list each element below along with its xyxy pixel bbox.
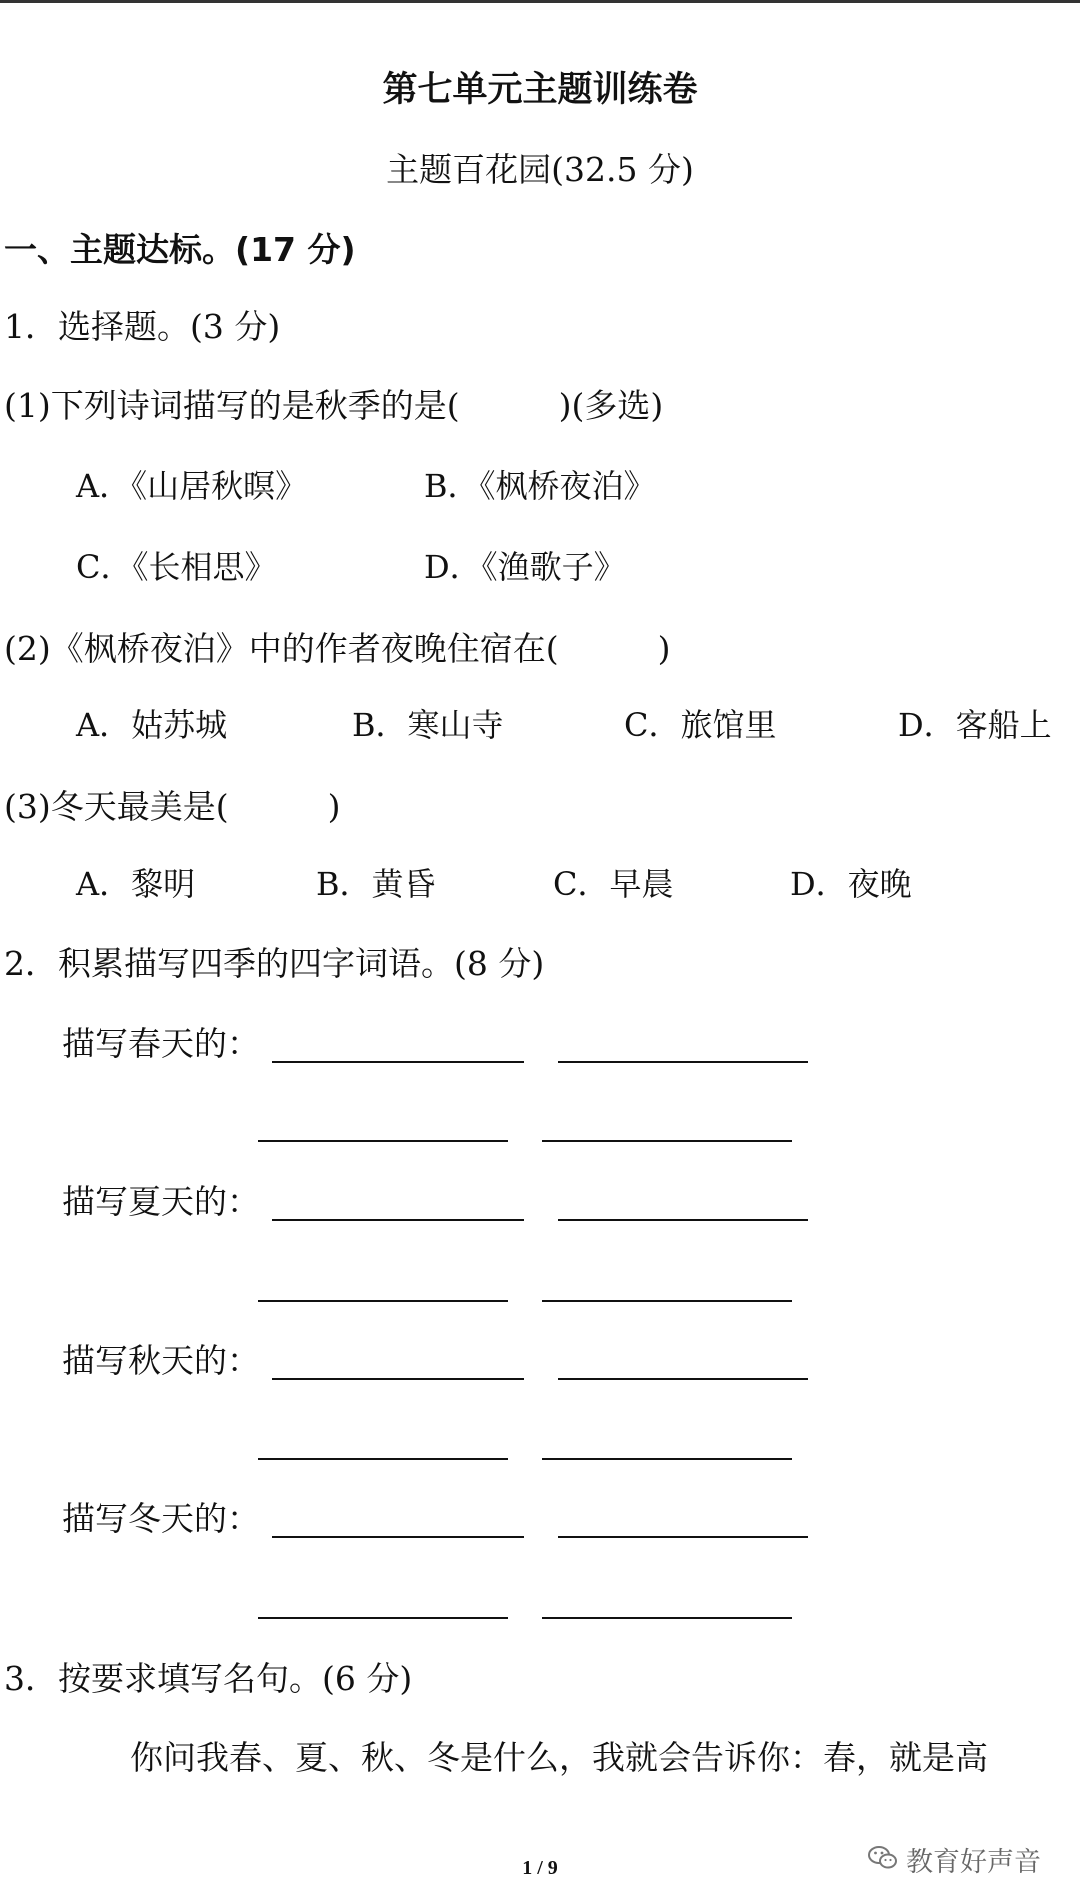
question-3-text: 你问我春、夏、秋、冬是什么，我就会告诉你：春，就是高	[130, 1738, 988, 1777]
summer-blank-1[interactable]	[272, 1219, 524, 1221]
autumn-label: 描写秋天的：	[62, 1341, 260, 1380]
page-number: 1 / 9	[522, 1857, 558, 1879]
winter-blank-1[interactable]	[272, 1536, 524, 1538]
question-1-1-stem: (1)下列诗词描写的是秋季的是( )(多选)	[4, 386, 664, 425]
wechat-icon	[868, 1845, 898, 1880]
winter-blank-4[interactable]	[542, 1617, 792, 1619]
q1-1-option-a: A．《山居秋暝》	[76, 467, 308, 505]
question-1-2-stem: (2)《枫桥夜泊》中的作者夜晚住宿在( )	[4, 629, 671, 668]
q1-1-option-d: D．《渔歌子》	[424, 548, 626, 586]
question-2-heading: 2．积累描写四季的四字词语。(8 分)	[4, 944, 545, 983]
winter-blank-2[interactable]	[558, 1536, 808, 1538]
winter-label: 描写冬天的：	[62, 1499, 260, 1538]
autumn-blank-2[interactable]	[558, 1378, 808, 1380]
q1-2-option-d: D．客船上	[898, 706, 1052, 744]
spring-blank-4[interactable]	[542, 1140, 792, 1142]
q1-1-option-c: C．《长相思》	[76, 548, 277, 586]
q1-3-option-a: A．黎明	[76, 865, 196, 903]
question-1-3-stem: (3)冬天最美是( )	[4, 787, 341, 826]
watermark-text: 教育好声音	[906, 1846, 1041, 1878]
autumn-blank-1[interactable]	[272, 1378, 524, 1380]
spring-blank-2[interactable]	[558, 1061, 808, 1063]
q1-2-option-b: B．寒山寺	[352, 706, 504, 744]
q1-2-option-a: A．姑苏城	[76, 706, 228, 744]
page-subtitle: 主题百花园(32.5 分)	[386, 150, 694, 189]
q1-3-option-c: C．早晨	[553, 865, 674, 903]
autumn-blank-4[interactable]	[542, 1458, 792, 1460]
q1-1-option-b: B．《枫桥夜泊》	[424, 467, 656, 505]
question-3-heading: 3．按要求填写名句。(6 分)	[4, 1659, 413, 1698]
spring-blank-3[interactable]	[258, 1140, 508, 1142]
summer-blank-3[interactable]	[258, 1300, 508, 1302]
summer-blank-2[interactable]	[558, 1219, 808, 1221]
winter-blank-3[interactable]	[258, 1617, 508, 1619]
question-1-heading: 1．选择题。(3 分)	[4, 307, 281, 346]
section-heading: 一、主题达标。(17 分)	[4, 230, 356, 269]
q1-2-option-c: C．旅馆里	[624, 706, 777, 744]
summer-label: 描写夏天的：	[62, 1182, 260, 1221]
top-rule	[0, 0, 1080, 3]
spring-blank-1[interactable]	[272, 1061, 524, 1063]
q1-3-option-b: B．黄昏	[316, 865, 436, 903]
watermark	[868, 1845, 1041, 1880]
q1-3-option-d: D．夜晚	[790, 865, 912, 903]
spring-label: 描写春天的：	[62, 1024, 260, 1063]
summer-blank-4[interactable]	[542, 1300, 792, 1302]
page-title: 第七单元主题训练卷	[382, 70, 698, 110]
autumn-blank-3[interactable]	[258, 1458, 508, 1460]
